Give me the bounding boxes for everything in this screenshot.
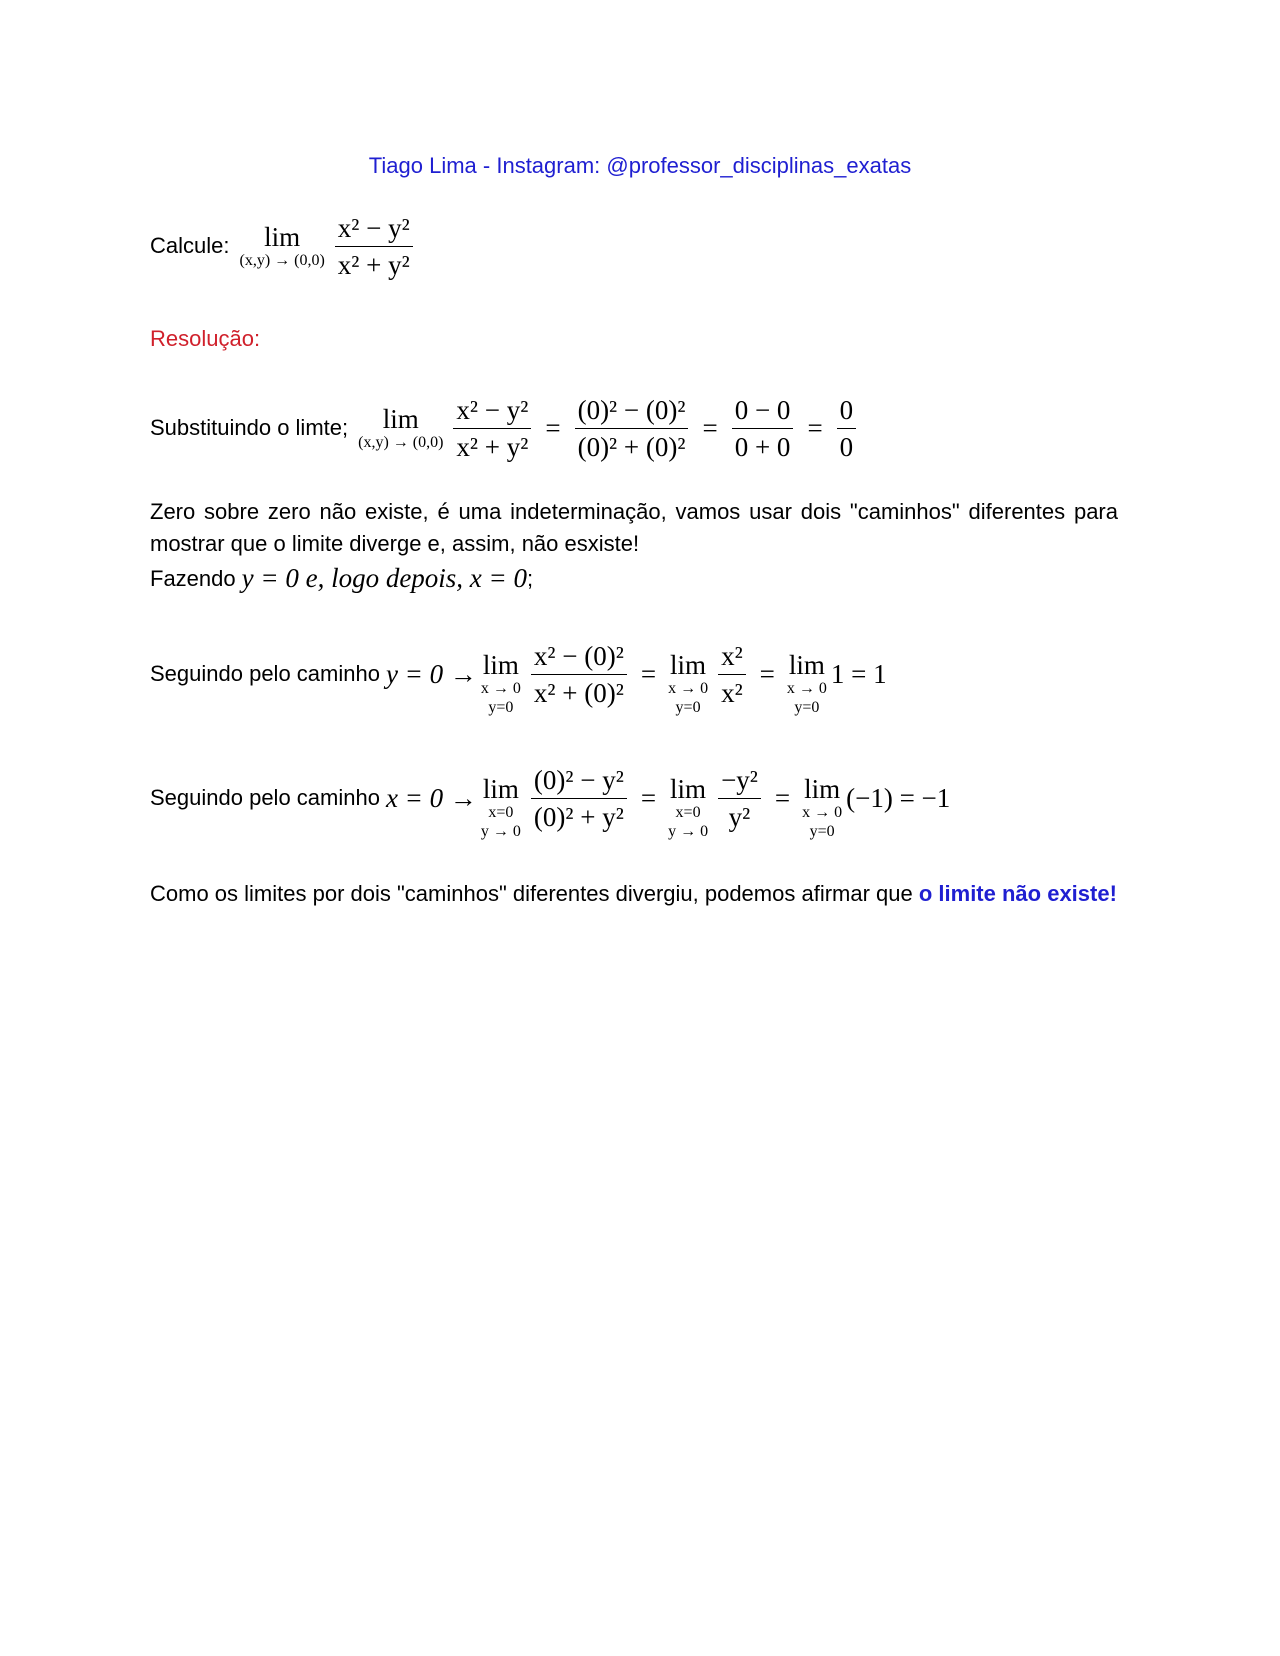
conclusion-text: Como os limites por dois "caminhos" diferentes divergiu, podemos afirmar que [150, 881, 919, 906]
fraction-bar [531, 674, 627, 675]
fraction-denominator: (0)² + (0)² [577, 431, 686, 462]
fraction-numerator: (0)² − (0)² [577, 394, 686, 425]
lim-subscript: (x,y) → (0,0) [358, 433, 444, 451]
page-header: Tiago Lima - Instagram: @professor_disciplinas_exatas [368, 153, 912, 178]
path-label: Seguindo pelo caminho [150, 785, 380, 810]
path-result: 1 = 1 [830, 658, 887, 689]
fraction-denominator: (0)² + y² [533, 801, 624, 832]
fraction-numerator: (0)² − y² [533, 764, 624, 795]
fraction-1 [453, 394, 531, 463]
fazendo-math: y = 0 e, logo depois, x = 0 [241, 563, 528, 593]
fraction-bar [453, 428, 531, 429]
fraction-bar [718, 798, 761, 799]
fraction-numerator: x² [721, 640, 743, 671]
lim-subscript: x → 0 [802, 804, 843, 821]
lim-subscript: y=0 [488, 699, 514, 716]
lim-subscript: x=0 [675, 804, 701, 821]
lim-subscript: y → 0 [480, 823, 521, 840]
lim-subscript: y → 0 [668, 823, 709, 840]
fraction-denominator: y² [728, 801, 751, 832]
lim-subscript: (x,y) → (0,0) [239, 251, 325, 269]
substitution-label: Substituindo o limte; [150, 415, 349, 440]
lim-subscript: x → 0 [668, 680, 709, 697]
lim-word: lim [670, 650, 707, 680]
limit-operator [787, 651, 827, 717]
fraction-bar [718, 674, 746, 675]
limit-operator [358, 405, 443, 452]
lim-subscript: y=0 [794, 699, 820, 716]
fazendo-line [150, 563, 533, 594]
fraction-2 [718, 640, 746, 709]
fraction-numerator: x² − y² [456, 394, 529, 425]
fraction-1 [531, 640, 627, 709]
limit-operator [239, 223, 324, 270]
fraction-numerator: −y² [721, 764, 758, 795]
fraction-denominator: 0 [839, 431, 854, 462]
fraction-bar [732, 428, 794, 429]
fraction-2 [575, 394, 689, 463]
conclusion-paragraph [150, 878, 1118, 910]
lim-word: lim [482, 774, 519, 804]
fraction-numerator: 0 [839, 394, 854, 425]
equals-sign: = [759, 658, 775, 689]
limit-operator [481, 651, 521, 717]
lim-subscript: y=0 [675, 699, 701, 716]
fraction-4 [837, 394, 857, 463]
explanation-paragraph: Zero sobre zero não existe, é uma indeterminação, vamos usar dois "caminhos" diferentes para mostrar que o limite diverge e, assim, não esxiste! [150, 499, 1118, 556]
problem-label: Calcule: [150, 233, 230, 258]
fraction-2 [718, 764, 761, 833]
path-result: (−1) = −1 [846, 782, 951, 813]
lim-word: lim [788, 650, 825, 680]
path-1-line [150, 628, 887, 720]
equals-sign: = [640, 782, 657, 813]
conclusion-highlight: o limite não existe! [918, 881, 1117, 906]
fraction-numerator: x² − y² [337, 212, 410, 243]
equals-sign: = [640, 658, 657, 689]
lim-word: lim [264, 221, 301, 252]
fraction-denominator: 0 + 0 [734, 431, 791, 462]
limit-operator [802, 775, 842, 841]
equals-sign: = [807, 412, 823, 443]
fraction-bar [575, 428, 689, 429]
fazendo-end: ; [527, 565, 534, 591]
problem-fraction [335, 212, 413, 281]
substitution-line [150, 388, 862, 468]
limit-operator [668, 651, 708, 717]
fraction-bar [531, 798, 627, 799]
equals-sign: = [702, 412, 718, 443]
equals-sign: = [545, 412, 561, 443]
path-condition: y = 0 → [385, 658, 477, 689]
fraction-numerator: 0 − 0 [734, 394, 791, 425]
fraction-1 [531, 764, 627, 833]
fraction-denominator: x² + (0)² [533, 677, 624, 708]
path-label: Seguindo pelo caminho [150, 661, 380, 686]
lim-word: lim [482, 650, 519, 680]
fraction-denominator: x² + y² [456, 431, 529, 462]
path-condition: x = 0 → [385, 782, 477, 813]
lim-word: lim [804, 774, 841, 804]
fraction-denominator: x² [721, 677, 743, 708]
lim-subscript: x=0 [488, 804, 514, 821]
resolution-label: Resolução: [150, 326, 261, 351]
equals-sign: = [774, 782, 791, 813]
lim-subscript: x → 0 [480, 680, 521, 697]
fraction-denominator: x² + y² [337, 249, 410, 280]
lim-subscript: y=0 [809, 823, 835, 840]
limit-operator [481, 775, 521, 841]
fraction-3 [732, 394, 794, 463]
lim-subscript: x → 0 [786, 680, 827, 697]
fazendo-text: Fazendo [150, 565, 236, 591]
fraction-bar [335, 246, 413, 247]
path-2-line [150, 752, 950, 844]
problem-line [150, 208, 419, 284]
lim-word: lim [670, 774, 707, 804]
fraction-numerator: x² − (0)² [533, 640, 624, 671]
lim-word: lim [382, 403, 419, 434]
limit-operator [668, 775, 708, 841]
fraction-bar [837, 428, 857, 429]
